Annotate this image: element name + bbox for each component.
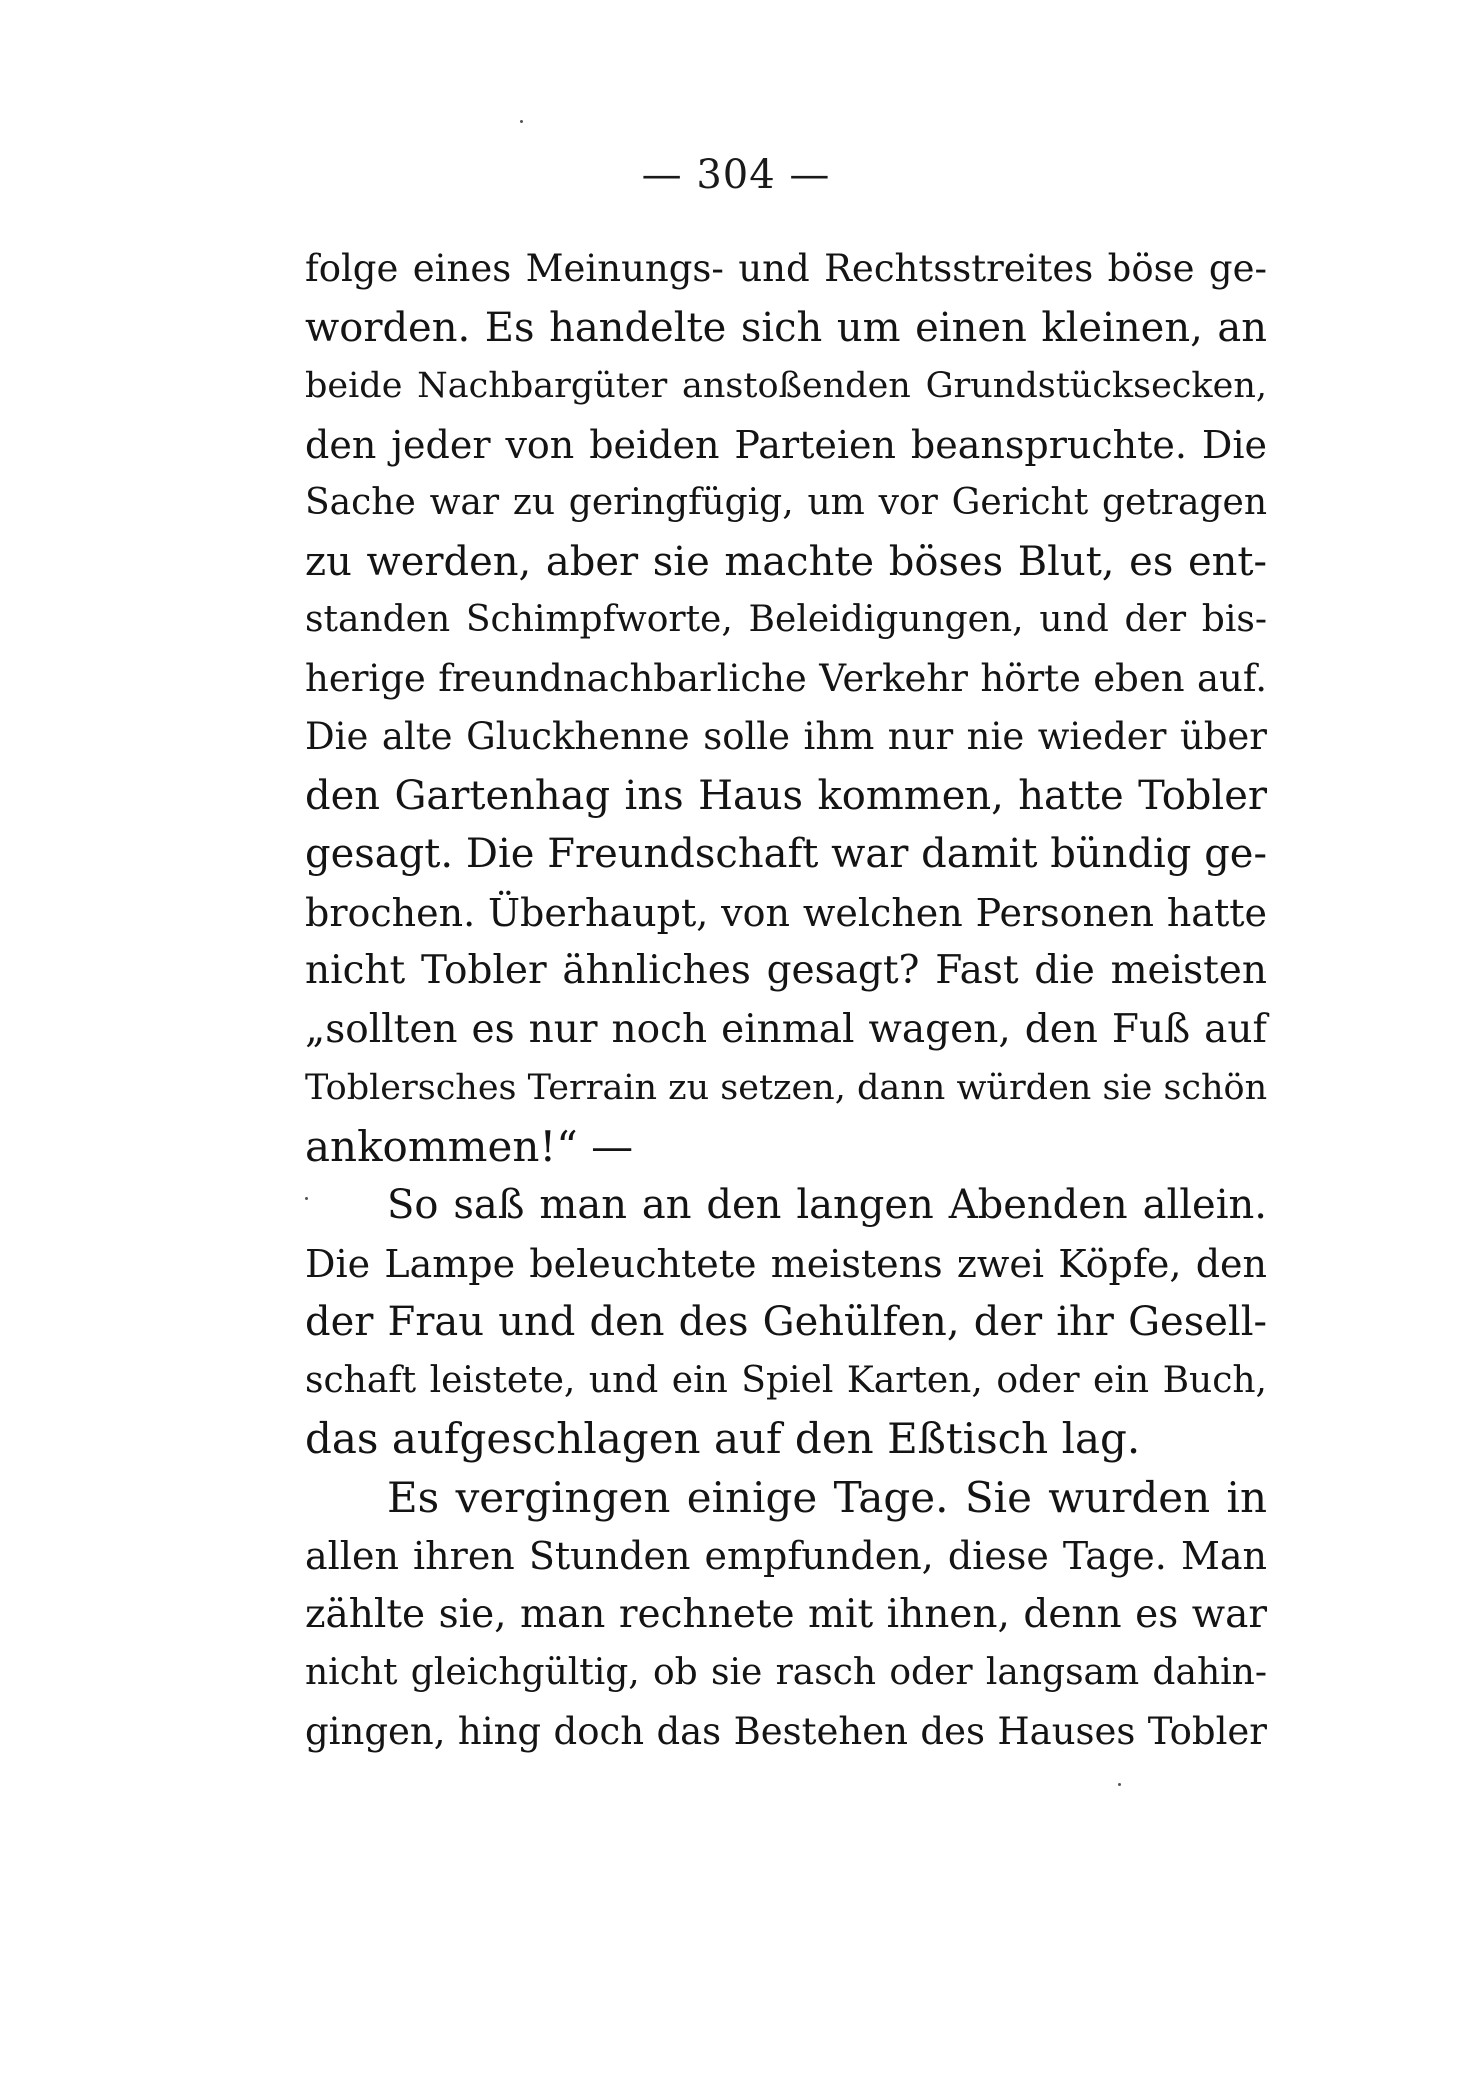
paper-speck — [1118, 1783, 1121, 1786]
text-line: den jeder von beiden Parteien beanspruchte. Die — [305, 422, 1267, 467]
text-line: Toblersches Terrain zu setzen, dann würden sie schön — [305, 1068, 1268, 1108]
paper-speck — [520, 120, 523, 123]
text-line: schaft leistete, und ein Spiel Karten, oder ein Buch, — [305, 1359, 1267, 1401]
text-line: nicht Tobler ähnliches gesagt? Fast die meisten — [305, 948, 1267, 993]
text-line: ankommen!“ — — [305, 1121, 634, 1171]
paper-speck — [305, 1197, 308, 1200]
page-number: — 304 — — [641, 152, 831, 198]
paragraph-first-line: Es vergingen einige Tage. Sie wurden in — [387, 1472, 1267, 1522]
text-line: herige freundnachbarliche Verkehr hörte eben auf. — [305, 656, 1267, 700]
text-line: nicht gleichgültig, ob sie rasch oder langsam dahin- — [305, 1652, 1267, 1693]
text-line: der Frau und den des Gehülfen, der ihr Gesell- — [305, 1299, 1267, 1345]
text-line: Sache war zu geringfügig, um vor Gericht getragen — [305, 482, 1267, 523]
text-line: gingen, hing doch das Bestehen des Hauses Tobler — [305, 1709, 1267, 1753]
text-line: beide Nachbargüter anstoßenden Grundstücksecken, — [305, 366, 1267, 406]
text-line: worden. Es handelte sich um einen kleinen, an — [305, 304, 1267, 351]
text-line: Die Lampe beleuchtete meistens zwei Köpfe, den — [305, 1241, 1267, 1286]
text-line: den Gartenhag ins Haus kommen, hatte Tobler — [305, 772, 1267, 819]
text-line: folge eines Meinungs- und Rechtsstreites böse ge- — [305, 247, 1267, 290]
text-line: gesagt. Die Freundschaft war damit bündig ge- — [305, 831, 1267, 877]
text-line: standen Schimpfworte, Beleidigungen, und der bis- — [305, 599, 1267, 640]
text-line: brochen. Überhaupt, von welchen Personen hatte — [305, 890, 1267, 935]
text-line: „sollten es nur noch einmal wagen, den Fuß auf — [305, 1006, 1267, 1052]
text-line: das aufgeschlagen auf den Eßtisch lag. — [305, 1414, 1141, 1463]
paragraph-first-line: So saß man an den langen Abenden allein. — [387, 1182, 1267, 1228]
body-text — [305, 240, 1267, 1761]
text-line: zu werden, aber sie machte böses Blut, es ent- — [305, 538, 1267, 585]
text-line: Die alte Gluckhenne solle ihm nur nie wieder über — [305, 715, 1267, 758]
text-line: zählte sie, man rechnete mit ihnen, denn es war — [305, 1591, 1267, 1637]
text-line: allen ihren Stunden empfunden, diese Tage. Man — [305, 1534, 1267, 1578]
